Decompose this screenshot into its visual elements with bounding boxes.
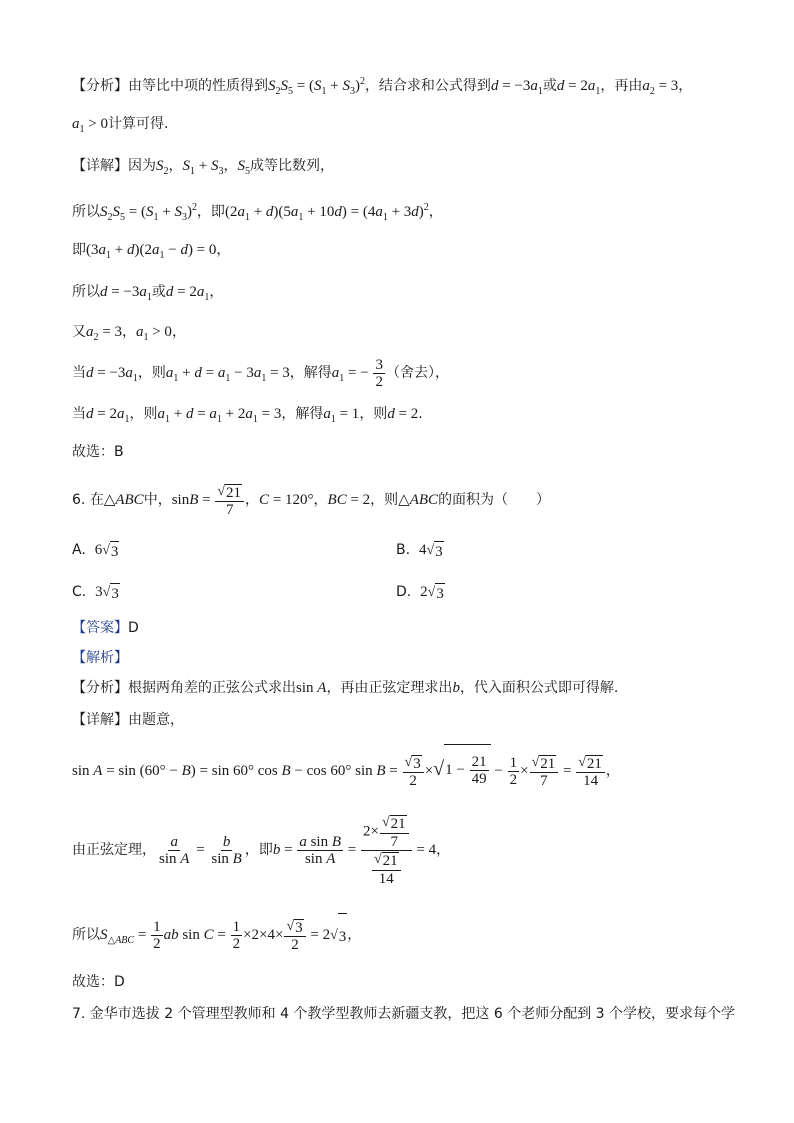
p5-analysis-line <box>72 72 692 102</box>
area-line <box>72 912 361 964</box>
math-expr: $a_1 = 1$ <box>323 406 360 425</box>
option-label: C. <box>72 584 87 600</box>
math-expr: $d = -3a_1$ <box>86 365 138 384</box>
math-expr: d = 2 <box>387 406 419 422</box>
text: ，代入面积公式即可得解. <box>459 680 619 696</box>
q7-stem: 7. 金华市选拔 2 个管理型教师和 4 个教学型教师去新疆支教，把这 6 个老师分配到 3 个学校，要求每个学 <box>72 1006 736 1022</box>
math-expr: $S_1 + S_3$ <box>182 158 224 177</box>
text: ，则 <box>370 492 399 508</box>
text: ， <box>347 927 362 943</box>
math-expr: $a_1$ = − $\frac{3}{2}$ <box>331 356 383 391</box>
p5-detail-line-1 <box>72 156 334 182</box>
text: 当 <box>72 406 86 422</box>
math-expr: $a_2 = 3$ <box>86 324 122 343</box>
text: ，则 <box>359 406 388 422</box>
option-label: A. <box>72 542 86 558</box>
text: ， <box>245 492 260 508</box>
text: ，解得 <box>281 406 324 422</box>
text: ，即 <box>244 842 273 858</box>
math-expr: $d = 2a_1$ <box>165 284 210 303</box>
option-value: 6 √ 3 <box>94 542 119 560</box>
analysis-tag: 【分析】 <box>72 680 128 696</box>
text: ， <box>168 158 183 174</box>
parse-line <box>72 648 128 668</box>
q6-stem <box>72 478 550 522</box>
math-expr: $d = -3a_1$ <box>490 78 543 97</box>
p5-detail-line-7 <box>72 404 423 430</box>
text: 所以 <box>72 284 100 300</box>
text: ，即 <box>196 204 225 220</box>
option-c[interactable] <box>72 582 120 604</box>
q6-choose: 故选：D <box>72 974 125 990</box>
math-expr: $a_2 = 3$ <box>642 78 679 97</box>
answer-value: D <box>128 620 139 636</box>
text: 由题意， <box>128 712 184 728</box>
option-d[interactable] <box>396 582 445 604</box>
text: 又 <box>72 324 86 340</box>
text: ，则 <box>137 365 166 381</box>
option-b[interactable] <box>396 540 444 562</box>
math-expr: $d = -3a_1$ <box>100 284 152 303</box>
text: . <box>418 406 423 422</box>
math-expr: $(2a_1 + d)(5a_1 + 10d) = (4a_1 + 3d)^2$ <box>224 202 429 223</box>
math-expr: △ABC <box>398 492 439 508</box>
text: 根据两角差的正弦公式求出 <box>128 680 296 696</box>
text: 所以 <box>72 204 100 220</box>
p5-detail-line-4 <box>72 282 223 308</box>
math-expr: $a_1 + d = a_1 + 2a_1 = 3$ <box>157 406 282 425</box>
text: 或 <box>151 284 166 300</box>
text: ， <box>428 204 443 220</box>
detail-tag: 【详解】 <box>72 158 128 174</box>
p5-detail-line-5 <box>72 322 186 348</box>
option-label: B. <box>396 542 411 558</box>
text: ，再由正弦定理求出 <box>326 680 453 696</box>
math-expr: sin A <box>296 680 327 696</box>
answer-line <box>72 618 139 638</box>
sinA-derivation <box>72 744 620 796</box>
text: 即 <box>72 242 86 258</box>
text: ，解得 <box>289 365 332 381</box>
answer-tag: 【答案】 <box>72 620 128 636</box>
p5-detail-line-6 <box>72 356 449 396</box>
sine-law-line <box>72 810 450 890</box>
math-expr: b = $\frac{\text{a sin B}}{\text{sin A}}$ = 2× √ 21 7 √ 21 14 = 4 <box>272 815 437 887</box>
p5-detail-line-2 <box>72 198 443 228</box>
text: 所以 <box>72 927 100 943</box>
math-expr: $a_1 + d = a_1 - 3a_1 = 3$ <box>165 365 290 384</box>
text: 的面积为（ ） <box>438 492 551 508</box>
text: ，则 <box>129 406 158 422</box>
detail-tag: 【详解】 <box>72 712 128 728</box>
text: ， <box>223 158 238 174</box>
text: 计算可得. <box>107 116 169 132</box>
parse-tag: 【解析】 <box>72 650 128 666</box>
analysis-tag: 【分析】 <box>72 78 128 94</box>
math-expr: BC = 2 <box>327 492 371 508</box>
p5-detail-line-3 <box>72 240 230 266</box>
text: 中， <box>143 492 172 508</box>
option-a[interactable] <box>72 540 119 562</box>
text: ， <box>678 78 693 94</box>
question-number: 6. <box>72 492 86 508</box>
math-expr: C = 120° <box>259 492 314 508</box>
text: 由等比中项的性质得到 <box>128 78 268 94</box>
text: ，再由 <box>600 78 643 94</box>
math-expr: $S_2S_5 = (S_1 + S_3)^2$ <box>100 202 197 223</box>
text: 在 <box>89 492 104 508</box>
text: （舍去）， <box>385 365 449 381</box>
math-expr: $\frac{a}{\text{sin A}}$ = $\frac{b}{\text{sin B}}$ <box>159 833 242 868</box>
text: ， <box>313 492 328 508</box>
math-expr: $S_{\triangle ABC}$ = $\frac{1}{2}$ ab sin C = $\frac{1}{2}$ ×2×4× √ 3 2 = 2 √ 3 <box>100 927 347 943</box>
text: 因为 <box>128 158 156 174</box>
math-expr: $a_1 > 0$ <box>72 116 108 135</box>
option-value: 2 √ 3 <box>420 584 444 602</box>
q6-detail-line <box>72 710 184 730</box>
text: ， <box>171 324 186 340</box>
text: 或 <box>542 78 557 94</box>
text: ， <box>121 324 136 340</box>
math-expr: $d = 2a_1$ <box>86 406 130 425</box>
text: ， <box>216 242 231 258</box>
text: ， <box>436 842 451 858</box>
math-expr: $a_1 > 0$ <box>135 324 172 343</box>
text: 由正弦定理， <box>72 842 156 858</box>
text: ， <box>605 763 620 779</box>
q6-analysis-line <box>72 678 618 698</box>
math-expr: sinB = √ 21 7 <box>172 492 245 508</box>
option-value: 3 √ 3 <box>95 584 119 602</box>
option-value: 4 √ 3 <box>418 542 443 560</box>
math-expr: $S_2$ <box>156 158 169 177</box>
math-expr: $S_5$ <box>237 158 250 177</box>
option-label: D. <box>396 584 412 600</box>
math-expr: $d = 2a_1$ <box>556 78 601 97</box>
math-expr: b <box>452 680 460 696</box>
math-expr: △ABC <box>103 492 144 508</box>
text: 当 <box>72 365 86 381</box>
p5-analysis-line-2 <box>72 114 168 140</box>
text: ， <box>209 284 224 300</box>
p5-choose: 故选：B <box>72 444 124 460</box>
text: 成等比数列， <box>249 158 334 174</box>
math-expr: $S_2S_5 = (S_1 + S_3)^2$ <box>268 76 365 97</box>
math-expr: sin A = sin (60° − B) = sin 60° cos B − cos 60° sin B = √ 3 2 × √ 1 − $\frac{21}{49}$ − $\frac{1}{2}$ × √ 21 7 = √ 21 14 <box>72 763 606 779</box>
math-expr: $(3a_1 + d)(2a_1 - d) = 0$ <box>86 242 217 261</box>
text: ，结合求和公式得到 <box>364 78 491 94</box>
